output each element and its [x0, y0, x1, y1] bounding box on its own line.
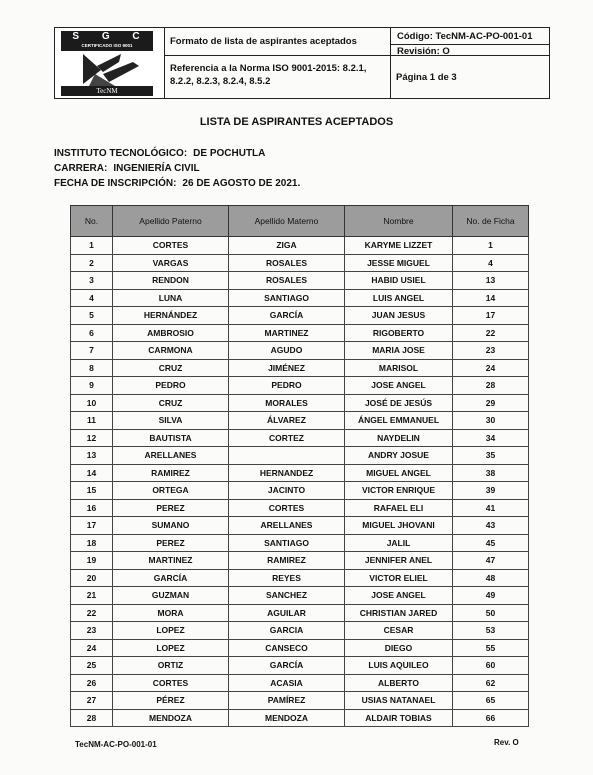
institute-label: INSTITUTO TECNOLÓGICO: [54, 148, 188, 159]
ficha-number: 65 [453, 692, 529, 710]
paternal-surname: MARTINEZ [113, 552, 229, 570]
ficha-number: 66 [453, 709, 529, 727]
ficha-number: 17 [453, 307, 529, 325]
paternal-surname: PEREZ [113, 499, 229, 517]
given-name: ALBERTO [345, 674, 453, 692]
document-revision: Revisión: O [397, 46, 450, 57]
row-number: 25 [71, 657, 113, 675]
paternal-surname: MENDOZA [113, 709, 229, 727]
given-name: JUAN JESUS [345, 307, 453, 325]
paternal-surname: SUMANO [113, 517, 229, 535]
maternal-surname: JACINTO [229, 482, 345, 500]
row-number: 12 [71, 429, 113, 447]
table-row [71, 622, 529, 640]
applicants-table [70, 205, 529, 727]
given-name: VICTOR ENRIQUE [345, 482, 453, 500]
table-row [71, 482, 529, 500]
paternal-surname: CRUZ [113, 359, 229, 377]
table-header-row [71, 206, 529, 237]
given-name: RIGOBERTO [345, 324, 453, 342]
table-row [71, 692, 529, 710]
maternal-surname: ACASIA [229, 674, 345, 692]
ficha-number: 45 [453, 534, 529, 552]
row-number: 8 [71, 359, 113, 377]
ficha-number: 41 [453, 499, 529, 517]
ficha-number: 30 [453, 412, 529, 430]
maternal-surname: AGUDO [229, 342, 345, 360]
date-label: FECHA DE INSCRIPCIÓN: [54, 178, 177, 189]
table-row [71, 517, 529, 535]
maternal-surname: CORTES [229, 499, 345, 517]
maternal-surname: ZIGA [229, 237, 345, 255]
paternal-surname: ARELLANES [113, 447, 229, 465]
ficha-number: 35 [453, 447, 529, 465]
table-row [71, 394, 529, 412]
row-number: 17 [71, 517, 113, 535]
row-number: 23 [71, 622, 113, 640]
ficha-number: 62 [453, 674, 529, 692]
table-row [71, 587, 529, 605]
given-name: JESSE MIGUEL [345, 254, 453, 272]
date-value: 26 DE AGOSTO DE 2021. [182, 178, 301, 189]
career-line [54, 163, 200, 174]
given-name: DIEGO [345, 639, 453, 657]
row-number: 16 [71, 499, 113, 517]
ficha-number: 47 [453, 552, 529, 570]
table-row [71, 674, 529, 692]
given-name: ANDRY JOSUE [345, 447, 453, 465]
paternal-surname: AMBROSIO [113, 324, 229, 342]
ficha-number: 53 [453, 622, 529, 640]
maternal-surname: ROSALES [229, 254, 345, 272]
row-number: 26 [71, 674, 113, 692]
logo-sgc-text: S G C [72, 31, 150, 42]
maternal-surname: REYES [229, 569, 345, 587]
maternal-surname: HERNANDEZ [229, 464, 345, 482]
table-body [71, 237, 529, 727]
footer-rev: Rev. O [494, 738, 519, 747]
row-number: 6 [71, 324, 113, 342]
table-row [71, 324, 529, 342]
maternal-surname: AGUILAR [229, 604, 345, 622]
table-row [71, 552, 529, 570]
row-number: 24 [71, 639, 113, 657]
document-header [54, 27, 550, 99]
row-number: 11 [71, 412, 113, 430]
list-title: LISTA DE ASPIRANTES ACEPTADOS [199, 116, 394, 128]
row-number: 21 [71, 587, 113, 605]
row-number: 10 [71, 394, 113, 412]
ficha-number: 24 [453, 359, 529, 377]
col-header-maternal: Apellido Materno [229, 206, 345, 237]
ficha-number: 13 [453, 272, 529, 290]
paternal-surname: VARGAS [113, 254, 229, 272]
given-name: JALIL [345, 534, 453, 552]
maternal-surname: GARCIA [229, 622, 345, 640]
paternal-surname: LOPEZ [113, 622, 229, 640]
maternal-surname: CANSECO [229, 639, 345, 657]
paternal-surname: CRUZ [113, 394, 229, 412]
table-row [71, 342, 529, 360]
sgc-tecnm-logo [55, 28, 165, 98]
maternal-surname [229, 447, 345, 465]
paternal-surname: ORTEGA [113, 482, 229, 500]
table-row [71, 499, 529, 517]
col-header-ficha: No. de Ficha [453, 206, 529, 237]
iso-reference: Referencia a la Norma ISO 9001-2015: 8.2.1, 8.2.2, 8.2.3, 8.2.4, 8.5.2 [165, 56, 391, 98]
table-row [71, 307, 529, 325]
ficha-number: 48 [453, 569, 529, 587]
ficha-number: 23 [453, 342, 529, 360]
maternal-surname: PAMÍREZ [229, 692, 345, 710]
institute-line [54, 148, 265, 159]
given-name: MIGUEL JHOVANI [345, 517, 453, 535]
ficha-number: 29 [453, 394, 529, 412]
career-value: INGENIERÍA CIVIL [113, 163, 200, 174]
given-name: JOSE ANGEL [345, 377, 453, 395]
logo-cert-text: CERTIFICADO ISO 9001 [81, 43, 133, 48]
ficha-number: 39 [453, 482, 529, 500]
given-name: CESAR [345, 622, 453, 640]
ficha-number: 60 [453, 657, 529, 675]
row-number: 5 [71, 307, 113, 325]
paternal-surname: CARMONA [113, 342, 229, 360]
table-row [71, 359, 529, 377]
table-row [71, 429, 529, 447]
row-number: 14 [71, 464, 113, 482]
row-number: 2 [71, 254, 113, 272]
table-row [71, 289, 529, 307]
given-name: MIGUEL ANGEL [345, 464, 453, 482]
table-row [71, 709, 529, 727]
footer-code: TecNM-AC-PO-001-01 [75, 740, 157, 749]
table-row [71, 272, 529, 290]
table-row [71, 657, 529, 675]
paternal-surname: HERNÁNDEZ [113, 307, 229, 325]
paternal-surname: MORA [113, 604, 229, 622]
col-header-no: No. [71, 206, 113, 237]
row-number: 7 [71, 342, 113, 360]
ficha-number: 28 [453, 377, 529, 395]
row-number: 1 [71, 237, 113, 255]
given-name: KARYME LIZZET [345, 237, 453, 255]
maternal-surname: MORALES [229, 394, 345, 412]
maternal-surname: JIMÉNEZ [229, 359, 345, 377]
given-name: JENNIFER ANEL [345, 552, 453, 570]
maternal-surname: SANCHEZ [229, 587, 345, 605]
ficha-number: 34 [453, 429, 529, 447]
col-header-name: Nombre [345, 206, 453, 237]
maternal-surname: GARCÍA [229, 657, 345, 675]
given-name: HABID USIEL [345, 272, 453, 290]
given-name: LUIS AQUILEO [345, 657, 453, 675]
ficha-number: 49 [453, 587, 529, 605]
paternal-surname: RAMIREZ [113, 464, 229, 482]
maternal-surname: RAMIREZ [229, 552, 345, 570]
maternal-surname: ROSALES [229, 272, 345, 290]
given-name: JOSE ANGEL [345, 587, 453, 605]
career-label: CARRERA: [54, 163, 108, 174]
paternal-surname: SILVA [113, 412, 229, 430]
row-number: 22 [71, 604, 113, 622]
ficha-number: 1 [453, 237, 529, 255]
ficha-number: 22 [453, 324, 529, 342]
row-number: 13 [71, 447, 113, 465]
ficha-number: 55 [453, 639, 529, 657]
paternal-surname: ORTIZ [113, 657, 229, 675]
logo-org-text: TecNM [61, 86, 153, 96]
maternal-surname: MARTINEZ [229, 324, 345, 342]
table-row [71, 569, 529, 587]
paternal-surname: GUZMAN [113, 587, 229, 605]
form-title: Formato de lista de aspirantes aceptados [165, 28, 391, 56]
paternal-surname: LOPEZ [113, 639, 229, 657]
row-number: 9 [71, 377, 113, 395]
institute-value: DE POCHUTLA [193, 148, 266, 159]
page-indicator: Página 1 de 3 [396, 71, 457, 83]
given-name: CHRISTIAN JARED [345, 604, 453, 622]
row-number: 20 [71, 569, 113, 587]
maternal-surname: PEDRO [229, 377, 345, 395]
ficha-number: 38 [453, 464, 529, 482]
paternal-surname: CORTES [113, 237, 229, 255]
paternal-surname: RENDON [113, 272, 229, 290]
table-row [71, 377, 529, 395]
given-name: USIAS NATANAEL [345, 692, 453, 710]
maternal-surname: ARELLANES [229, 517, 345, 535]
given-name: LUIS ANGEL [345, 289, 453, 307]
table-row [71, 534, 529, 552]
row-number: 4 [71, 289, 113, 307]
table-row [71, 412, 529, 430]
maternal-surname: SANTIAGO [229, 289, 345, 307]
given-name: MARISOL [345, 359, 453, 377]
table-row [71, 639, 529, 657]
maternal-surname: CORTEZ [229, 429, 345, 447]
table-row [71, 464, 529, 482]
paternal-surname: PEDRO [113, 377, 229, 395]
table-row [71, 447, 529, 465]
given-name: MARIA JOSE [345, 342, 453, 360]
col-header-paternal: Apellido Paterno [113, 206, 229, 237]
ficha-number: 50 [453, 604, 529, 622]
row-number: 28 [71, 709, 113, 727]
maternal-surname: SANTIAGO [229, 534, 345, 552]
tecnm-emblem-icon [69, 52, 149, 88]
paternal-surname: CORTES [113, 674, 229, 692]
paternal-surname: BAUTISTA [113, 429, 229, 447]
table-row [71, 254, 529, 272]
given-name: ÁNGEL EMMANUEL [345, 412, 453, 430]
paternal-surname: PÉREZ [113, 692, 229, 710]
paternal-surname: PEREZ [113, 534, 229, 552]
paternal-surname: GARCÍA [113, 569, 229, 587]
maternal-surname: GARCÍA [229, 307, 345, 325]
document-code: Código: TecNM-AC-PO-001-01 [391, 30, 549, 45]
given-name: NAYDELIN [345, 429, 453, 447]
code-revision-cell [391, 28, 549, 56]
ficha-number: 4 [453, 254, 529, 272]
table-row [71, 604, 529, 622]
maternal-surname: ÁLVAREZ [229, 412, 345, 430]
paternal-surname: LUNA [113, 289, 229, 307]
maternal-surname: MENDOZA [229, 709, 345, 727]
row-number: 27 [71, 692, 113, 710]
row-number: 3 [71, 272, 113, 290]
row-number: 19 [71, 552, 113, 570]
given-name: ALDAIR TOBIAS [345, 709, 453, 727]
ficha-number: 14 [453, 289, 529, 307]
row-number: 18 [71, 534, 113, 552]
row-number: 15 [71, 482, 113, 500]
given-name: JOSÉ DE JESÚS [345, 394, 453, 412]
given-name: RAFAEL ELI [345, 499, 453, 517]
given-name: VICTOR ELIEL [345, 569, 453, 587]
table-row [71, 237, 529, 255]
date-line [54, 178, 300, 189]
ficha-number: 43 [453, 517, 529, 535]
